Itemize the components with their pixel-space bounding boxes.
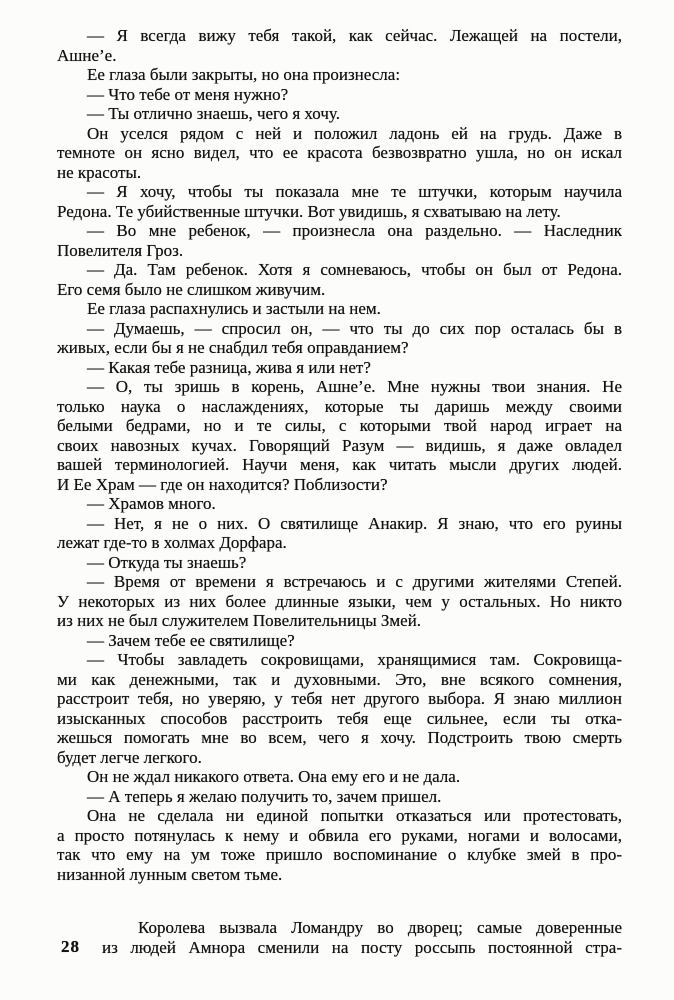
text-line: Ее глаза были закрыты, но она произнесла: xyxy=(87,65,401,84)
text-line: — Время от времени я встречаюсь и с другими жителями Степей. xyxy=(87,572,622,591)
main-text-block xyxy=(57,26,622,884)
text-line: белыми бедрами, но и те силы, с которыми твой народ играет на xyxy=(57,416,622,435)
text-line: Ее глаза распахнулись и застыли на нем. xyxy=(87,299,381,318)
text-line: из них не был служителем Повелительницы Змей. xyxy=(57,611,422,630)
text-line: своих навозных кучах. Говорящий Разум — видишь, я даже овладел xyxy=(57,435,622,455)
text-line: Королева вызвала Ломандру во дворец; самые доверенные xyxy=(138,918,622,937)
text-line: Редона. Те убийственные штучки. Вот увидишь, я схватываю на лету. xyxy=(57,201,561,221)
text-line: изысканных способов расстроить тебя еще сильнее, если ты отка- xyxy=(57,708,622,728)
text-line: — Откуда ты знаешь? xyxy=(87,552,247,572)
text-line: будет легче легкого. xyxy=(57,747,202,767)
text-line: жешься помогать мне во всем, чего я хочу. Подстроить твою смерть xyxy=(57,728,622,747)
text-line: Он не ждал никакого ответа. Она ему его и не дала. xyxy=(87,767,461,786)
text-line: ми как денежными, так и духовными. Это, вне всякого сомнения, xyxy=(57,669,622,689)
text-line: — Да. Там ребенок. Хотя я сомневаюсь, чтобы он был от Редона. xyxy=(87,260,622,279)
text-line: — Во мне ребенок, — произнесла она раздельно. — Наследник xyxy=(87,221,622,240)
text-line: Она не сделала ни единой попытки отказаться или протестовать, xyxy=(87,806,622,825)
page-number: 28 xyxy=(61,937,80,956)
text-line: — Что тебе от меня нужно? xyxy=(87,84,289,104)
text-line: — Какая тебе разница, жива я или нет? xyxy=(87,357,371,377)
text-line: живых, если бы я не снабдил тебя оправданием? xyxy=(57,338,409,357)
text-line: Повелителя Гроз. xyxy=(57,240,184,260)
text-line: Ашне’е. xyxy=(57,45,117,65)
text-line: а просто потянулась к нему и обвила его руками, ногами и волосами, xyxy=(57,825,622,845)
text-line: — Храмов много. xyxy=(87,494,216,513)
text-line: лежат где-то в холмах Дорфара. xyxy=(57,533,287,552)
text-line: — Я всегда вижу тебя такой, как сейчас. Лежащей на постели, xyxy=(87,26,622,45)
text-line: из людей Амнора сменили на посту россыпь постоянной стра- xyxy=(102,937,622,957)
continuation-text-block xyxy=(102,918,622,957)
text-line: — Ты отлично знаешь, чего я хочу. xyxy=(87,104,340,123)
text-line: расстроит тебя, но уверяю, у тебя нет другого выбора. Я знаю миллион xyxy=(57,689,622,708)
text-line: — Нет, я не о них. О святилище Анакир. Я знаю, что его руины xyxy=(87,513,622,533)
text-line: не красоты. xyxy=(57,162,142,182)
text-line: — О, ты зришь в корень, Ашне’е. Мне нужны твои знания. Не xyxy=(87,377,622,396)
text-line: — Зачем тебе ее святилище? xyxy=(87,630,295,650)
text-line: — А теперь я желаю получить то, зачем пришел. xyxy=(87,786,442,806)
text-line: — Я хочу, чтобы ты показала мне те штучки, которым научила xyxy=(87,182,622,201)
text-line: только наука о наслаждениях, которые ты даришь между своими xyxy=(57,396,622,416)
text-line: темноте он ясно видел, что ее красота безвозвратно ушла, но он искал xyxy=(57,143,622,162)
text-line: низанной лунным светом тьме. xyxy=(57,864,283,884)
text-line: — Чтобы завладеть сокровищами, хранящимися там. Сокровища- xyxy=(87,650,622,669)
text-line: вашей терминологией. Научи меня, как читать мысли других людей. xyxy=(57,455,622,474)
text-line: Он уселся рядом с ней и положил ладонь ей на грудь. Даже в xyxy=(87,123,622,143)
text-line: — Думаешь, — спросил он, — что ты до сих пор осталась бы в xyxy=(87,318,622,338)
text-line: У некоторых из них более длинные языки, чем у остальных. Но никто xyxy=(57,591,622,611)
text-line: Его семя было не слишком живучим. xyxy=(57,279,326,299)
text-line: так что ему на ум тоже пришло воспоминание о клубке змей в про- xyxy=(57,845,622,864)
text-line: И Ее Храм — где он находится? Поблизости? xyxy=(57,474,388,494)
